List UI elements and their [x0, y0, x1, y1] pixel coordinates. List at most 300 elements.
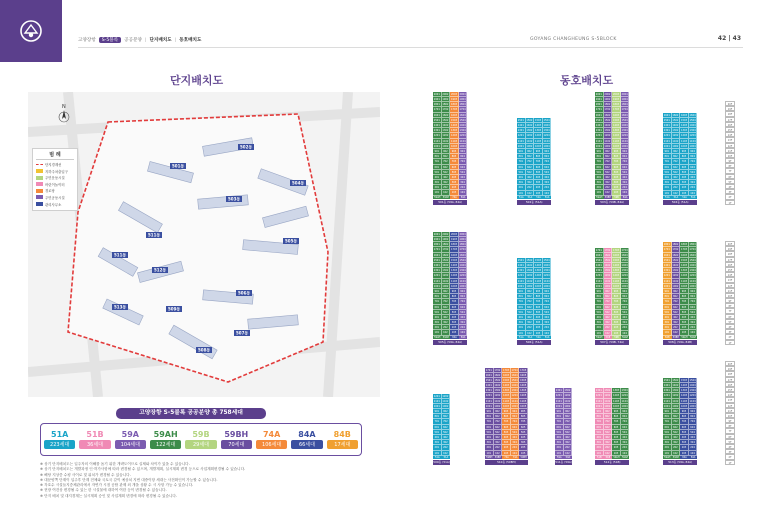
unit-cell: 1003 [534, 284, 542, 288]
crumb-2[interactable]: S-5블록 [99, 37, 121, 43]
unit-cell: 102 [526, 191, 535, 196]
unit-cell: 1202 [526, 134, 533, 138]
unit-cell: 702 [604, 299, 613, 304]
unit-cell: 204 [511, 445, 520, 450]
unit-cell: 502 [672, 170, 681, 175]
unit-cell: 1302 [604, 269, 611, 273]
unit-cell: 302 [494, 440, 503, 445]
unit-cell: 701 [663, 419, 672, 424]
unit-cell: 401 [485, 435, 494, 440]
unit-cell: 801 [485, 414, 494, 419]
unit-cell: 1002 [672, 284, 679, 288]
unit-cell: 1302 [442, 129, 449, 133]
unit-cell: 1003 [450, 284, 458, 288]
unit-cell: 801 [663, 154, 672, 159]
unit-cell: 502 [672, 310, 681, 315]
unit-cell: 1001 [517, 144, 524, 148]
unit-cell: 303 [680, 440, 689, 445]
svg-text:512동: 512동 [154, 267, 167, 273]
unit-cell: 803 [534, 294, 543, 299]
unit-cell: 1004 [543, 144, 550, 148]
unit-type-tag: 51B [595, 456, 604, 460]
unit-cell: 1704 [459, 108, 466, 112]
unit-cell: 1501 [485, 378, 492, 382]
unit-cell: 101 [595, 190, 604, 195]
unit-cell: 902 [672, 149, 681, 154]
building-505 [433, 232, 467, 345]
unit-cell: 1401 [595, 124, 602, 128]
unit-cell: 903 [612, 149, 621, 154]
unit-cell: 705 [519, 419, 528, 424]
unit-cell: 501 [595, 170, 604, 175]
unit-cell: 901 [517, 289, 526, 294]
unit-cell: 1604 [459, 113, 466, 117]
unit-cell: 903 [450, 149, 459, 154]
unit-cell: 302 [526, 320, 535, 325]
unit-cell: 102 [672, 191, 681, 196]
unit-cell: 1704 [621, 108, 628, 112]
floor-label: 14F [725, 392, 735, 397]
unit-cell: 603 [534, 305, 543, 310]
unit-cell: 1203 [450, 274, 458, 278]
unit-cell: 1704 [459, 248, 466, 252]
unit-cell: 304 [689, 440, 698, 445]
note-line: ※ 상기 단지배치도는 입주자의 이해를 돕기 위한 개략도이므로 실제와 차이가 있을 수 있습니다. [40, 462, 190, 466]
unit-cell: 1803 [450, 103, 458, 107]
floor-label: 16F [725, 382, 735, 387]
crumb-4[interactable]: 단지배치도 [149, 38, 172, 43]
unit-cell: 702 [442, 419, 451, 424]
unit-cell: 203 [534, 185, 543, 190]
unit-type-84b [327, 430, 358, 449]
unit-cell: 1302 [672, 129, 679, 133]
unit-cell: 404 [621, 435, 630, 440]
unit-cell: 1001 [433, 284, 440, 288]
unit-cell: 604 [543, 305, 552, 310]
unit-cell: 1102 [526, 139, 533, 143]
unit-cell: 1203 [534, 134, 542, 138]
unit-cell: 902 [604, 409, 613, 414]
unit-cell: 1002 [526, 144, 533, 148]
unit-cell: 1403 [680, 384, 688, 388]
unit-cell: 805 [519, 414, 528, 419]
unit-cell: 1304 [621, 389, 628, 393]
unit-cell: 1204 [621, 134, 628, 138]
unit-count: 104세대 [115, 440, 146, 449]
unit-cell: 1204 [689, 134, 696, 138]
unit-cell: 103 [612, 190, 621, 195]
unit-cell: 301 [433, 440, 442, 445]
unit-cell: 902 [526, 289, 535, 294]
unit-cell: 904 [621, 409, 630, 414]
unit-cell: 1902 [442, 238, 449, 242]
unit-cell: 1605 [520, 373, 527, 377]
unit-type-tag: 74A [502, 456, 511, 460]
unit-cell: 1702 [442, 108, 449, 112]
unit-type-row [433, 196, 467, 200]
unit-cell: 502 [604, 430, 613, 435]
unit-cell: 1304 [689, 269, 696, 273]
unit-cell: 602 [442, 305, 451, 310]
unit-cell: 1303 [680, 269, 688, 273]
unit-cell: 501 [555, 430, 564, 435]
unit-cell: 704 [511, 419, 520, 424]
unit-cell: 701 [433, 299, 442, 304]
unit-cell: 903 [612, 409, 621, 414]
unit-cell: 1901 [433, 238, 440, 242]
unit-cell: 404 [621, 175, 630, 180]
floor-label: 19F [725, 366, 735, 371]
unit-type-tag: 51A [433, 456, 442, 460]
unit-cell: 302 [442, 180, 451, 185]
unit-cell: 1504 [543, 258, 550, 262]
unit-cell: 204 [621, 445, 630, 450]
legend-item: 주민공동시설 [36, 195, 74, 200]
unit-cell: 1601 [595, 253, 602, 257]
unit-cell: 204 [689, 185, 698, 190]
unit-cell: 1702 [442, 248, 449, 252]
unit-cell: 2001 [595, 92, 602, 96]
unit-cell: 803 [450, 294, 459, 299]
unit-cell: 1301 [595, 389, 602, 393]
unit-cell: 702 [672, 159, 681, 164]
unit-cell: 1301 [595, 129, 602, 133]
unit-cell: 201 [517, 185, 526, 190]
unit-cell: 1302 [442, 269, 449, 273]
unit-cell: 1701 [433, 108, 440, 112]
unit-cell: 1302 [604, 389, 611, 393]
unit-cell: 1701 [595, 108, 602, 112]
unit-cell: 1004 [621, 404, 628, 408]
unit-cell: 603 [450, 305, 459, 310]
building-label: 503동 (59B, 84A) [595, 200, 629, 205]
unit-cell: 1404 [689, 264, 696, 268]
unit-type-84a [291, 430, 322, 449]
unit-cell: 104 [621, 451, 630, 456]
unit-count: 223세대 [44, 440, 75, 449]
unit-cell: 503 [680, 170, 689, 175]
unit-cell: 101 [433, 451, 442, 456]
unit-cell: 301 [663, 320, 672, 325]
unit-cell: 503 [612, 430, 621, 435]
unit-cell: 404 [543, 175, 552, 180]
unit-cell: 1303 [612, 389, 620, 393]
unit-cell: 1603 [612, 113, 620, 117]
unit-cell: 1101 [663, 139, 670, 143]
unit-cell: 1302 [564, 389, 571, 393]
unit-type-tag: 59AH [434, 335, 441, 339]
unit-cell: 1603 [502, 373, 510, 377]
unit-cell: 1903 [612, 98, 620, 102]
svg-text:511동: 511동 [114, 252, 127, 258]
unit-cell: 1703 [680, 248, 688, 252]
unit-type-tag: 51A [663, 196, 672, 200]
unit-cell: 1301 [663, 389, 670, 393]
unit-cell: 204 [543, 325, 552, 330]
unit-cell: 202 [564, 445, 573, 450]
unit-cell: 1101 [517, 279, 524, 283]
unit-cell: 703 [502, 419, 511, 424]
unit-type-tag: 51A [517, 336, 526, 340]
unit-cell: 1601 [663, 113, 670, 117]
unit-cell: 1302 [526, 269, 533, 273]
unit-cell: 903 [612, 289, 621, 294]
unit-type-label: 59B [192, 430, 210, 439]
floor-label: 15F [725, 267, 735, 272]
unit-cell: 302 [672, 180, 681, 185]
floor-label: 20F [725, 241, 735, 246]
unit-cell: 1602 [604, 113, 611, 117]
unit-cell: 603 [612, 165, 621, 170]
unit-cell: 1804 [689, 243, 696, 247]
unit-cell: 504 [621, 170, 630, 175]
unit-cell: 1202 [442, 134, 449, 138]
unit-cell: 1301 [555, 389, 562, 393]
unit-cell: 501 [433, 170, 442, 175]
unit-cell: 1002 [604, 144, 611, 148]
unit-cell: 204 [621, 185, 630, 190]
crumb-3[interactable]: 공공분양 [124, 38, 142, 43]
unit-cell: 604 [621, 305, 630, 310]
unit-cell: 501 [517, 310, 526, 315]
unit-cell: 1302 [672, 269, 679, 273]
unit-cell: 304 [511, 440, 520, 445]
unit-type-tag: 84A [680, 456, 689, 460]
unit-cell: 701 [595, 299, 604, 304]
unit-cell: 1003 [534, 144, 542, 148]
floor-label: 5F [725, 179, 735, 184]
unit-type-tag: 59AH [596, 195, 603, 199]
unit-cell: 1601 [433, 113, 440, 117]
floor-label: 17F [725, 117, 735, 122]
unit-cell: 1103 [680, 279, 688, 283]
unit-cell: 502 [564, 430, 573, 435]
unit-cell: 303 [612, 320, 621, 325]
unit-cell: 302 [604, 180, 613, 185]
unit-cell: 1301 [517, 129, 524, 133]
unit-grid [433, 232, 467, 336]
unit-cell: 703 [680, 419, 689, 424]
unit-cell: 1703 [450, 108, 458, 112]
unit-cell: 1003 [502, 404, 510, 408]
unit-cell: 504 [621, 430, 630, 435]
legend-item: 주민운동시설 [36, 175, 74, 180]
unit-cell: 1003 [612, 284, 620, 288]
unit-cell: 1902 [442, 98, 449, 102]
unit-cell: 1203 [680, 134, 688, 138]
unit-cell: 905 [519, 409, 528, 414]
unit-cell: 704 [689, 419, 698, 424]
unit-cell: 1502 [604, 258, 611, 262]
unit-cell: 303 [612, 180, 621, 185]
unit-cell: 1102 [672, 399, 679, 403]
unit-cell: 1301 [663, 129, 670, 133]
unit-cell: 1501 [663, 258, 670, 262]
unit-cell: 1101 [595, 139, 602, 143]
unit-cell: 1503 [502, 378, 510, 382]
unit-type-label: 59AH [153, 430, 178, 439]
crumb-1[interactable]: 고양장항 [78, 38, 96, 43]
unit-cell: 1705 [520, 368, 527, 372]
unit-cell: 1703 [502, 368, 510, 372]
unit-cell: 301 [485, 440, 494, 445]
unit-cell: 1001 [663, 284, 670, 288]
unit-cell: 1104 [689, 139, 696, 143]
unit-cell: 402 [564, 435, 573, 440]
unit-cell: 402 [442, 175, 451, 180]
unit-cell: 702 [604, 159, 613, 164]
unit-cell: 402 [442, 315, 451, 320]
unit-cell: 204 [459, 185, 468, 190]
unit-cell: 1301 [485, 389, 492, 393]
unit-cell: 302 [526, 180, 535, 185]
floor-label: 16F [725, 262, 735, 267]
unit-cell: 901 [595, 409, 604, 414]
unit-cell: 601 [517, 305, 526, 310]
unit-cell: 1101 [663, 279, 670, 283]
unit-type-tag: 84A [689, 456, 698, 460]
unit-cell: 1703 [612, 248, 620, 252]
unit-cell: 1403 [450, 124, 458, 128]
unit-cell: 1602 [494, 373, 501, 377]
unit-cell: 701 [595, 419, 604, 424]
unit-cell: 802 [604, 294, 613, 299]
unit-cell: 702 [526, 159, 535, 164]
unit-cell: 1104 [543, 279, 550, 283]
unit-cell: 903 [680, 409, 689, 414]
unit-cell: 1504 [511, 378, 518, 382]
unit-type-tag: 59AH [672, 455, 679, 459]
floor-label: 4F [725, 184, 735, 189]
unit-cell: 1402 [672, 264, 679, 268]
unit-cell: 103 [534, 331, 543, 336]
unit-grid [517, 258, 551, 336]
unit-cell: 701 [485, 419, 494, 424]
building-label: 506동 (51A) [517, 340, 551, 345]
floor-label: 2F [725, 334, 735, 339]
unit-type-tag: 59AH [442, 335, 449, 339]
unit-cell: 703 [450, 159, 459, 164]
unit-type-tag: 51A [534, 196, 543, 200]
unit-cell: 102 [442, 190, 451, 195]
crumb-5[interactable]: 동호배치도 [179, 38, 202, 43]
unit-cell: 1002 [442, 144, 449, 148]
unit-cell: 1201 [433, 394, 440, 398]
unit-cell: 201 [595, 445, 604, 450]
unit-cell: 504 [459, 170, 468, 175]
unit-cell: 104 [543, 331, 552, 336]
unit-cell: 702 [526, 299, 535, 304]
unit-cell: 403 [612, 315, 621, 320]
unit-cell: 203 [534, 325, 543, 330]
unit-cell: 101 [485, 451, 494, 456]
unit-cell: 301 [663, 440, 672, 445]
unit-type-74a [256, 430, 287, 449]
unit-cell: 302 [564, 440, 573, 445]
unit-cell: 604 [621, 165, 630, 170]
unit-cell: 902 [526, 149, 535, 154]
unit-cell: 902 [672, 409, 681, 414]
unit-cell: 202 [442, 445, 451, 450]
unit-cell: 804 [689, 294, 698, 299]
unit-cell: 1002 [442, 404, 449, 408]
unit-type-tag: 59A [564, 456, 573, 460]
unit-cell: 904 [689, 289, 698, 294]
unit-cell: 1102 [526, 279, 533, 283]
unit-cell: 1504 [621, 258, 628, 262]
building-501 [433, 92, 467, 205]
floor-label: 4F [725, 324, 735, 329]
unit-cell: 104 [689, 191, 698, 196]
building-label: 509동 (51A) [433, 460, 450, 465]
unit-cell: 602 [494, 425, 503, 430]
unit-cell: 1101 [433, 399, 440, 403]
unit-cell: 1502 [494, 378, 501, 382]
unit-cell: 904 [543, 289, 552, 294]
unit-cell: 1001 [595, 284, 602, 288]
unit-cell: 904 [621, 149, 630, 154]
unit-cell: 901 [663, 149, 672, 154]
unit-type-label: 59BH [224, 430, 249, 439]
unit-cell: 503 [534, 310, 543, 315]
unit-cell: 2002 [604, 92, 611, 96]
unit-cell: 1403 [450, 264, 458, 268]
unit-cell: 1001 [485, 404, 492, 408]
unit-cell: 1303 [502, 389, 510, 393]
unit-grid [433, 92, 467, 196]
unit-grid [663, 242, 697, 335]
unit-cell: 1303 [534, 129, 542, 133]
unit-cell: 1203 [450, 134, 458, 138]
unit-count: 36세대 [79, 440, 110, 449]
unit-cell: 201 [433, 325, 442, 330]
unit-cell: 601 [433, 425, 442, 430]
unit-cell: 1603 [680, 253, 688, 257]
unit-cell: 1304 [459, 129, 466, 133]
unit-count: 66세대 [291, 440, 322, 449]
unit-cell: 103 [502, 451, 511, 456]
floor-scale [725, 101, 735, 205]
unit-cell: 1903 [450, 238, 458, 242]
unit-type-tag: 59A [555, 456, 564, 460]
unit-cell: 1101 [433, 279, 440, 283]
unit-cell: 1702 [672, 248, 679, 252]
unit-cell: 1803 [612, 103, 620, 107]
unit-type-tag: 51A [534, 336, 543, 340]
unit-cell: 602 [564, 425, 573, 430]
floor-label: 1F [725, 200, 735, 205]
unit-cell: 1102 [442, 279, 449, 283]
unit-cell: 602 [672, 425, 681, 430]
legend-box [32, 148, 78, 211]
site-plan-title: 단지배치도 [170, 74, 224, 87]
floor-label: 5F [725, 319, 735, 324]
unit-cell: 1703 [612, 108, 620, 112]
unit-cell: 601 [485, 425, 494, 430]
floor-label: 19F [725, 246, 735, 251]
unit-cell: 1202 [494, 394, 501, 398]
unit-type-tag: 74A [511, 456, 520, 460]
unit-cell: 1004 [459, 144, 466, 148]
unit-cell: 102 [494, 451, 503, 456]
unit-cell: 1005 [520, 404, 527, 408]
unit-cell: 1102 [672, 279, 679, 283]
unit-cell: 1201 [595, 394, 602, 398]
unit-cell: 703 [534, 299, 543, 304]
unit-cell: 602 [442, 165, 451, 170]
unit-cell: 202 [672, 185, 681, 190]
unit-cell: 1401 [433, 124, 440, 128]
